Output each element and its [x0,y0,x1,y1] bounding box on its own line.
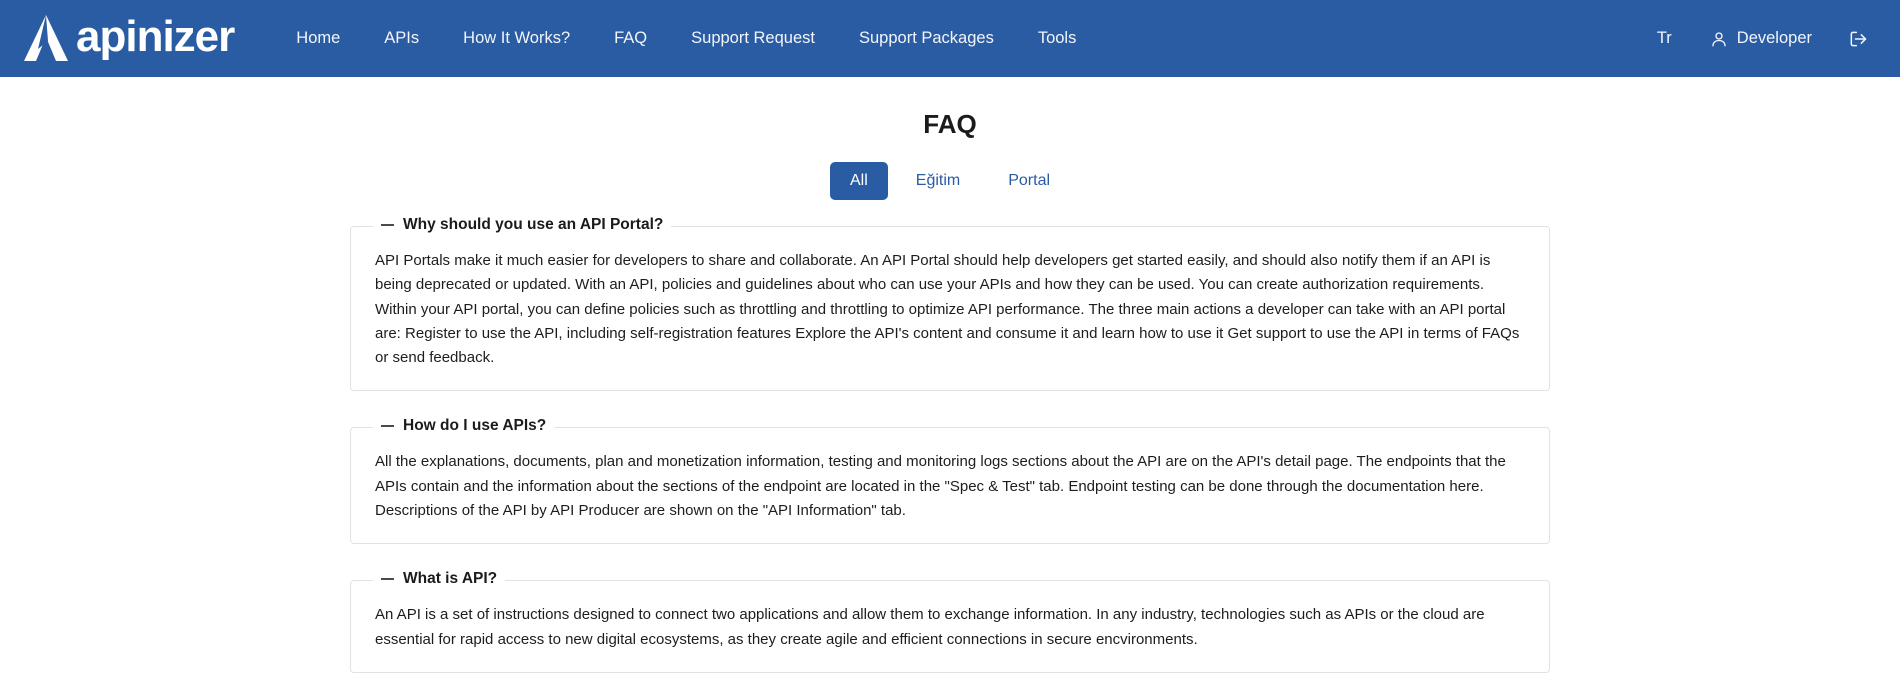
nav-item-apis[interactable]: APIs [384,29,420,47]
faq-answer: API Portals make it much easier for developers to share and collaborate. An API Portal should help developers get started easily, and should also notify them if an API is being deprecated or updated. With an API, policies and guidelines about who can use your APIs and how they can be used. You can create authorization requirements. Within your API portal, you can define policies such as throttling and throttling to optimize API performance. The three main actions a developer can take with an API portal are: Register to use the API, including self-registration features Explore the API's content and consume it and learn how to use it Get support to use the API in terms of FAQs or send feedback. [375,252,1520,367]
nav-item-how-it-works[interactable]: How It Works? [463,29,571,47]
top-navbar [0,0,1900,77]
faq-question: How do I use APIs? [403,417,547,435]
primary-nav [274,19,1098,58]
faq-question-legend [373,216,671,234]
faq-answer: An API is a set of instructions designed to connect two applications and allow them to exchange information. In any industry, technologies such as APIs or the cloud are essential for rapid access to new digital ecosystems, as they create agile and efficient connections in secure encvironments. [375,606,1485,648]
user-icon [1710,30,1728,48]
nav-item-support-packages[interactable]: Support Packages [858,29,994,47]
page-title: FAQ [923,109,977,139]
collapse-dash-icon [381,224,394,226]
faq-item[interactable] [350,570,1550,673]
faq-question: Why should you use an API Portal? [403,216,664,233]
faq-list [350,216,1550,673]
logout-button[interactable] [1840,21,1876,57]
navbar-right-group [1647,21,1876,57]
faq-answer: All the explanations, documents, plan and monetization information, testing and monitoring logs sections about the API are on the API's detail page. The endpoints that the APIs contain and the information about the sections of the endpoint are located in the "Spec & Test" tab. Endpoint testing can be done through the documentation here. Descriptions of the API by API Producer are shown on the "API Information" tab. [375,453,1506,520]
tab-portal[interactable]: Portal [988,162,1070,200]
nav-item-tools[interactable]: Tools [1037,29,1077,47]
collapse-dash-icon [381,578,394,580]
faq-category-tabs [0,162,1900,200]
nav-item-support-request[interactable]: Support Request [691,29,815,47]
faq-question-legend [373,417,554,435]
language-switch[interactable]: Tr [1656,29,1672,47]
logout-icon [1848,29,1868,49]
tab-egitim[interactable]: Eğitim [896,162,980,200]
brand-name: apinizer [76,11,235,61]
faq-question-legend [373,570,505,588]
apinizer-logo-icon [18,11,74,67]
user-menu[interactable] [1704,21,1818,56]
brand-logo[interactable] [18,11,234,67]
nav-item-faq[interactable]: FAQ [614,29,648,47]
collapse-dash-icon [381,425,394,427]
user-name: Developer [1736,29,1812,47]
faq-question: What is API? [403,570,498,588]
tab-all[interactable]: All [830,162,888,200]
nav-item-home[interactable]: Home [296,29,341,47]
faq-item[interactable] [350,216,1550,391]
faq-item[interactable] [350,417,1550,544]
